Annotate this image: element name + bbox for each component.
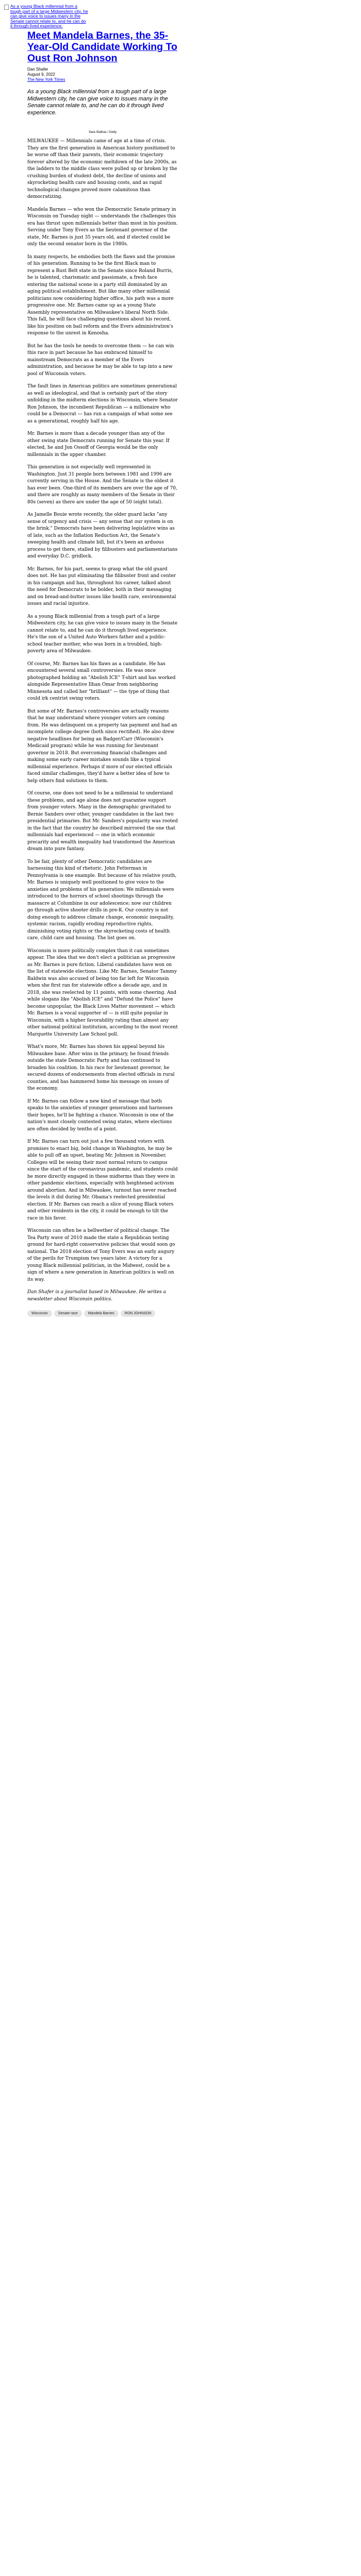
paragraph: Of course, Mr. Barnes has his flaws as a candidate. He has encountered several small controversies. He was once photographed holding an "Abolish ICE" T-shirt and has worked alongside Representative Ilhan Omar from neighboring Minnesota and called her "brilliant" — the type of thing that could irk centrist swing voters.	[27, 661, 176, 701]
tag-chip[interactable]: Mandela Barnes	[84, 1310, 119, 1317]
hero-image	[27, 121, 178, 128]
author-bio: Dan Shafer is a journalist based in Milwaukee. He writes a newsletter about Wisconsin politics.	[27, 1290, 166, 1302]
article-title	[27, 30, 178, 64]
paragraph: Mandela Barnes — who won the Democratic Senate primary in Wisconsin on Tuesday night — understands the challenges this era has thrust upon millennials better than most in his position. Serving under Tony Evers as the lieutenant governor of the state, Mr. Barnes is just 35 years old, and if elected could be only the second senator born in the 1980s.	[27, 207, 178, 247]
paragraph: In many respects, he embodies both the flaws and the promise of his generation. Running to be the first Black man to represent a Rust Belt state in the Senate since Roland Burris, he is talented, charismatic and passionate, a fresh face entering the national scene in a party still dominated by an aging political establishment. But like many other millennial politicians now considering higher office, his path was a more progressive one. Mr. Barnes came up as a young State Assembly representative on Milwaukee's liberal North Side. This fall, he will face challenging questions about his record, like his position on bail reform and the Evers administration's response to the unrest in Kenosha.	[27, 254, 175, 336]
tag-chip[interactable]: Wisconsin	[27, 1310, 52, 1317]
paragraph: If Mr. Barnes can follow a new kind of message that both speaks to the anxieties of younger generations and harnesses their hopes, he'll be fighting a chance. Wisconsin is one of the nation's most closely contested swing states, where elections are often decided by tenths of a point.	[27, 1098, 174, 1132]
paragraph: The fault lines in American politics are sometimes generational as well as ideological, and that is certainly part of the story unfolding in the midterm elections in Wisconsin, where Senator Ron Johnson, the incumbent Republican — a millionaire who could be a Democrat — has run a campaign of what some see as a generational, roughly half his age.	[27, 384, 178, 424]
hero-caption: Sara Stathas / Getty	[88, 131, 117, 134]
share-row-placeholder	[27, 1326, 178, 1333]
paragraph: What's more, Mr. Barnes has shown his appeal beyond his Milwaukee base. After wins in the primary, he found friends outside the state Democratic Party and has continued to broaden his coalition. In his race for lieutenant governor, he secured dozens of endorsements from elected officials in rural counties, and has hammered home his message on issues of the economy.	[27, 1044, 175, 1091]
paragraph: Mr. Barnes is more than a decade younger than any of the other swing state Democrats running for Senate this year. If elected, he and Jon Ossoff of Georgia would be the only millennials in the upper chamber.	[27, 431, 170, 457]
tag-chip[interactable]: Senate race	[54, 1310, 82, 1317]
paragraph: If Mr. Barnes can turn out just a few thousand voters with promises to enact big, bold change in Washington, he may be able to pull off an upset, beating Mr. Johnson in November. Colleges will be seeing their most normal return to campus since the start of the coronavirus pandemic, and students could be more directly engaged in these midterms than they were in other pandemic elections, especially with heightened activism around abortion. And in Milwaukee, turnout has never reached the levels it did during Mr. Obama's reelected presidential election. If Mr. Barnes can reach a slice of young Black voters and other residents in the city, it could be enough to tilt the race in his favor.	[27, 1139, 178, 1221]
article-title-link[interactable]: Meet Mandela Barnes, the 35-Year-Old Candidate Working To Oust Ron Johnson	[27, 30, 177, 64]
paragraph: Wisconsin can often be a bellwether of political change. The Tea Party wave of 2010 made the state a Republican testing ground for hard-right conservative policies that would soon go national. The 2018 election of Tony Evers was an early augury of the perils for Trumpism two years later. A victory for a young Black millennial politician, in the Midwest, could be a sign of where a new generation in American politics is well on its way.	[27, 1228, 175, 1282]
paragraph: Mr. Barnes, for his part, seems to grasp what the old guard does not. He has put eliminating the filibuster front and center in his campaign and has, throughout his career, talked about the need for Democrats to be bolder, both in their messaging and on bread-and-butter issues like health care, environmental issues and racial injustice.	[27, 566, 176, 606]
paragraph: MILWAUKEE — Millennials came of age at a time of crisis. They are the first generation in American history positioned to be worse off than their parents, their economic trajectory forever altered by the economic meltdown of the late 2000s, as the ladders to the middle class were pulled up or broken by the crushing burden of student debt, the decline of unions and skyrocketing health care and housing costs, and as rapid technological changes proved more calamitous than democratizing.	[27, 139, 177, 199]
article-body	[27, 138, 178, 1303]
top-image-alt-text: As a young Black millennial from a tough part of a large Midwestern city, he can give voice to issues many in the Senate cannot relate to, and he can do it through lived experience.	[10, 4, 88, 29]
paragraph: As a young Black millennial from a tough part of a large Midwestern city, he can give voice to issues many in the Senate cannot relate to, and he can do it through lived experience. He's the son of a United Auto Workers father and a public-school teacher mother, who was born in a troubled, high-poverty area of Milwaukee.	[27, 614, 178, 654]
article-source-link[interactable]: The New York Times	[27, 77, 65, 82]
article	[27, 30, 178, 1335]
paragraph: To be fair, plenty of other Democratic candidates are harnessing this kind of rhetoric. John Fetterman in Pennsylvania is one example. But because of his relative youth, Mr. Barnes is uniquely well positioned to give voice to the anxieties and problems of his generation: We millennials were introduced to the horrors of school shootings through the massacre at Columbine in our adolescence; now our children go through active shooter drills in pre-K. Our country is not doing enough to address climate change, economic inequality, systemic racism, rapidly eroding reproductive rights, diminishing voting rights or the skyrocketing costs of health care, child care and housing. The list goes on.	[27, 859, 177, 941]
paragraph: As Jamelle Bouie wrote recently, the older guard lacks "any sense of urgency and crisis — any sense that our system is on the brink." Democrats have been delivering legislative wins as of late, such as the Inflation Reduction Act, the Senate's sweeping health and climate bill, but it's been an arduous process to get there, stalled by filibusters and parliamentarians and everyday D.C. gridlock.	[27, 512, 178, 559]
paragraph: But he has the tools he needs to overcome them — he can win this race in part because he has embraced himself to mainstream Democrats as a member of the Evers administration, and because he may be able to tap into a new pool of Wisconsin voters.	[27, 343, 174, 377]
tag-chip[interactable]: RON JOHNSON	[121, 1310, 156, 1317]
broken-image-icon	[4, 5, 9, 10]
paragraph: This generation is not especially well represented in Washington. Just 31 people born between 1981 and 1996 are currently serving in the House. And the Senate is the oldest it has ever been. One-third of its members are over the age of 70, and there are roughly as many members of the Senate in their 80s (seven) as there are under the age of 50 (eight total).	[27, 465, 177, 505]
paragraph: Of course, one does not need to be a millennial to understand these problems, and age alone does not guarantee support from younger voters. Many in the demographic gravitated to Bernie Sanders over other, younger candidates in the last two presidential primaries. But Mr. Sanders's popularity was rooted in the fact that the country he described mirrored the one that millennials had experienced — one in which economic precarity and wealth inequality had transformed the American dream into pure fantasy.	[27, 791, 178, 852]
article-author: Dan Shafer	[27, 67, 48, 72]
paragraph: But some of Mr. Barnes's controversies are actually reasons that he may understand where younger voters are coming from. He was delinquent on a property tax payment and had an incomplete college degree (both since rectified). He also drew negative headlines for being an Badger/Carr (Wisconsin's Medicaid program) while he was running for lieutenant governor in 2018. But overcoming financial challenges and making some early career mistakes sounds like a typical millennial experience. Perhaps if more of our elected officials faced similar challenges, they'd have a better idea of how to help others find solutions to them.	[27, 708, 177, 784]
article-date: August 9, 2022	[27, 72, 55, 77]
article-dek: As a young Black millennial from a tough part of a large Midwestern city, he can give voice to issues many in the Senate cannot relate to, and he can do it through lived experience.	[27, 89, 168, 116]
top-broken-image-link[interactable]	[4, 4, 89, 29]
tag-list	[27, 1310, 178, 1317]
paragraph: Wisconsin is more politically complex than it can sometimes appear. The idea that we don't elect a politician as progressive as Mr. Barnes is pure fiction. Liberal candidates have won on the list of statewide elections. Like Mr. Barnes, Senator Tammy Baldwin was also accused of being too far left for Wisconsin when she first ran for statewide office a decade ago, and in 2018, she was reelected by 11 points, with some cheering. And while slogans like "Abolish ICE" and "Defund the Police" have become unpopular, the Black Lives Matter movement — which Mr. Barnes is a vocal supporter of — is still quite popular in Wisconsin, with a higher favorability rating than almost any other national political institution, according to the most recent Marquette University Law School poll.	[27, 948, 178, 1037]
